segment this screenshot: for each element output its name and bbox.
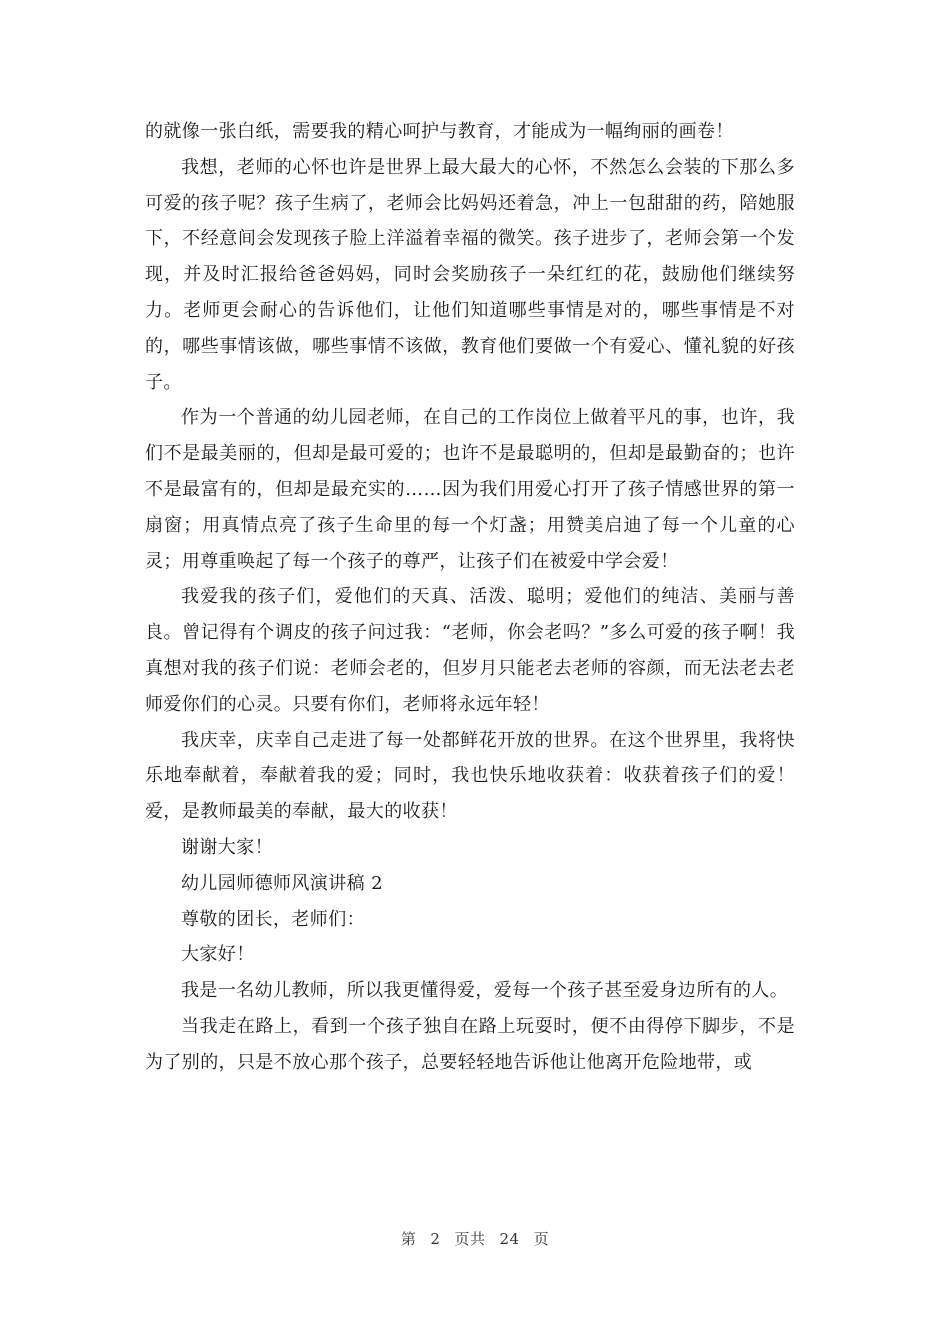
page-footer <box>0 1228 950 1249</box>
footer-middle: 页共 <box>454 1230 486 1248</box>
paragraph-11: 当我走在路上，看到一个孩子独自在路上玩耍时，便不由得停下脚步，不是为了别的，只是不放心那个孩子，总要轻轻地告诉他让他离开危险地带，或 <box>145 1015 795 1073</box>
paragraph-4: 我爱我的孩子们，爱他们的天真、活泼、聪明；爱他们的纯洁、美丽与善良。曾记得有个调皮的孩子问过我：“老师，你会老吗？”多么可爱的孩子啊！我真想对我的孩子们说：老师会老的，但岁月只能老去老师的容颜，而无法老去老师爱你们的心灵。只要有你们，老师将永远年轻！ <box>145 586 795 715</box>
paragraph-2: 我想，老师的心怀也许是世界上最大最大的心怀，不然怎么会装的下那么多可爱的孩子呢？孩子生病了，老师会比妈妈还着急，冲上一包甜甜的药，陪她服下，不经意间会发现孩子脸上洋溢着幸福的微笑。孩子进步了，老师会第一个发现，并及时汇报给爸爸妈妈，同时会奖励孩子一朵红红的花，鼓励他们继续努力。老师更会耐心的告诉他们，让他们知道哪些事情是对的，哪些事情是不对的，哪些事情该做，哪些事情不该做，教育他们要做一个有爱心、懂礼貌的好孩子。 <box>145 156 795 393</box>
paragraph-1: 的就像一张白纸，需要我的精心呵护与教育，才能成为一幅绚丽的画卷！ <box>145 121 734 142</box>
greeting: 大家好！ <box>181 944 255 966</box>
paragraph-10: 我是一名幼儿教师，所以我更懂得爱，爱每一个孩子甚至爱身边所有的人。 <box>181 980 789 1002</box>
document-body <box>145 114 795 1081</box>
section-title: 幼儿园师德师风演讲稿 2 <box>181 872 383 894</box>
footer-total-pages: 24 <box>499 1230 520 1248</box>
footer-current-page: 2 <box>430 1230 441 1248</box>
salutation: 尊敬的团长，老师们： <box>181 908 365 930</box>
paragraph-3: 作为一个普通的幼儿园老师，在自己的工作岗位上做着平凡的事，也许，我们不是最美丽的，但却是最可爱的；也许不是最聪明的，但却是最勤奋的；也许不是最富有的，但却是最充实的……因为我们用爱心打开了孩子情感世界的第一扇窗；用真情点亮了孩子生命里的每一个灯盏；用赞美启迪了每一个儿童的心灵；用尊重唤起了每一个孩子的尊严，让孩子们在被爱中学会爱！ <box>145 407 795 572</box>
closing-thanks: 谢谢大家！ <box>181 836 273 858</box>
footer-suffix: 页 <box>533 1230 550 1248</box>
paragraph-5: 我庆幸，庆幸自己走进了每一处都鲜花开放的世界。在这个世界里，我将快乐地奉献着，奉献着我的爱；同时，我也快乐地收获着：收获着孩子们的爱！爱，是教师最美的奉献，最大的收获！ <box>145 729 795 823</box>
footer-prefix: 第 <box>400 1230 417 1248</box>
